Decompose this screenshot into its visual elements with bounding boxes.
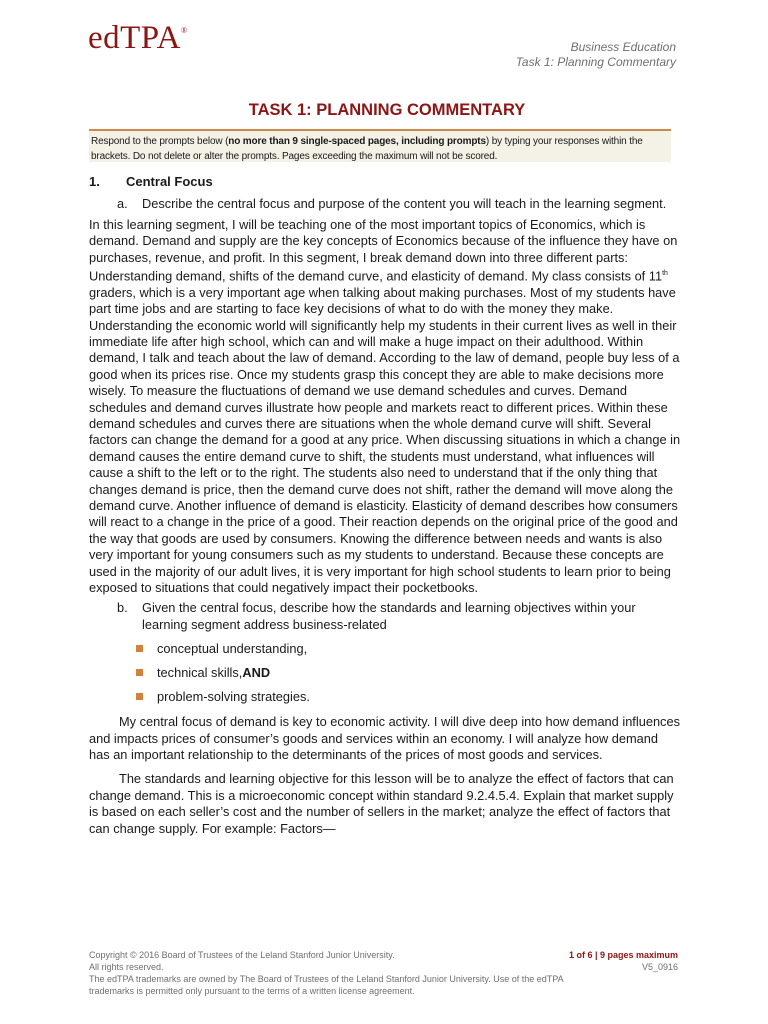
section-title: Central Focus bbox=[126, 174, 213, 189]
instructions-box: Respond to the prompts below (no more than 9 single-spaced pages, including prompts) by typing your responses within the brackets. Do not delete or alter the prompts. Pages exceeding the maximum will not be scored. bbox=[89, 129, 671, 162]
prompt-b bbox=[117, 600, 681, 633]
footer-legal: Copyright © 2016 Board of Trustees of the Leland Stanford Junior University. All rights reserved. The edTPA trademarks are owned by The Board of Trustees of the Leland Stanford Junior University. Use of the edTPA trademarks is permitted only pursuant to the terms of a written license agreement. bbox=[89, 950, 564, 996]
task-label: Task 1: Planning Commentary bbox=[515, 55, 676, 69]
prompt-b-list bbox=[136, 637, 681, 708]
square-bullet-icon bbox=[136, 669, 143, 676]
list-item: problem-solving strategies. bbox=[136, 685, 681, 708]
response-b-paragraph[interactable]: My central focus of demand is key to economic activity. I will dive deep into how demand influences and impacts prices of consumer’s goods and services within an economy. I will analyze how demand has an important relationship to the determinants of the prices of most goods and services. bbox=[89, 714, 680, 763]
response-b-paragraph[interactable]: The standards and learning objective for this lesson will be to analyze the effect of factors that can change demand. This is a microeconomic concept within standard 9.2.4.5.4. Explain that market supply is based on each seller’s cost and the number of sellers in the market; analyze the effect of factors that can change supply. For example: Factors— bbox=[89, 771, 674, 836]
registered-mark: ® bbox=[180, 26, 188, 35]
instructions-bold: no more than 9 single-spaced pages, including prompts bbox=[228, 136, 486, 147]
commentary-body bbox=[89, 174, 681, 845]
list-item: technical skills, AND bbox=[136, 661, 681, 684]
prompt-b-text: Given the central focus, describe how the standards and learning objectives within your learning segment address business-related bbox=[142, 600, 636, 632]
page-title: TASK 1: PLANNING COMMENTARY bbox=[248, 101, 526, 119]
section-number: 1. bbox=[89, 174, 100, 189]
prompt-a-letter: a. bbox=[117, 196, 128, 212]
response-a[interactable]: In this learning segment, I will be teaching one of the most important topics of Economics, which is demand. Demand and supply are the key concepts of Economics because of the influence they have on purchases, revenue, and profit. In this segment, I break demand down into three different parts: Understanding demand, shifts of the demand curve, and elasticity of demand. My class consists of 11th graders, which is a very important age when talking about making purchases. Most of my students have part time jobs and are starting to face key decisions of what to do with the money they make. Understanding the economic world will significantly help my students in their current lives as well in their immediate life after high school, which can and will make a huge impact on their adulthood. Within demand, I talk and teach about the law of demand. According to the law of demand, people buy less of a good when its prices rise. Once my students grasp this concept they are able to make decisions more wisely. To measure the fluctuations of demand we use demand schedules and curves. Demand schedules and demand curves illustrate how people and markets react to different prices. Within these demand schedules and curves there are situations when the whole demand curve will shift. Several factors can change the demand for a good at any price. When discussing situations in which a change in demand causes the entire demand curve to shift, the students must understand, what influences will cause a shift to the left or to the right. The students also need to understand that if the only thing that changes demand is price, then the demand curve does not shift, rather the demand will move along the demand curve. Another influence of demand is elasticity. Elasticity of demand describes how consumers will react to a change in the price of a good. Their reaction depends on the original price of the good and the way that goods are used by consumers. Knowing the difference between needs and wants is also very important for young consumers such as my students to understand. Because these concepts are used in the majority of our adult lives, it is very important for high school students to learn prior to being exposed to situations that could negatively impact their pocketbooks. bbox=[89, 216, 681, 596]
square-bullet-icon bbox=[136, 645, 143, 652]
prompt-a-text: Describe the central focus and purpose of the content you will teach in the learning segment. bbox=[142, 196, 667, 212]
subject-label: Business Education bbox=[570, 40, 676, 54]
footer-page-info bbox=[569, 949, 678, 973]
document-header bbox=[516, 40, 676, 70]
list-item: conceptual understanding, bbox=[136, 637, 681, 660]
version-label: V5_0916 bbox=[641, 962, 678, 972]
prompt-b-letter: b. bbox=[117, 600, 128, 616]
edtpa-logo: edTPA® bbox=[88, 20, 188, 56]
page-count: 1 of 6 | 9 pages maximum bbox=[568, 950, 678, 960]
prompt-a bbox=[117, 196, 681, 212]
square-bullet-icon bbox=[136, 693, 143, 700]
section-heading bbox=[89, 174, 681, 190]
